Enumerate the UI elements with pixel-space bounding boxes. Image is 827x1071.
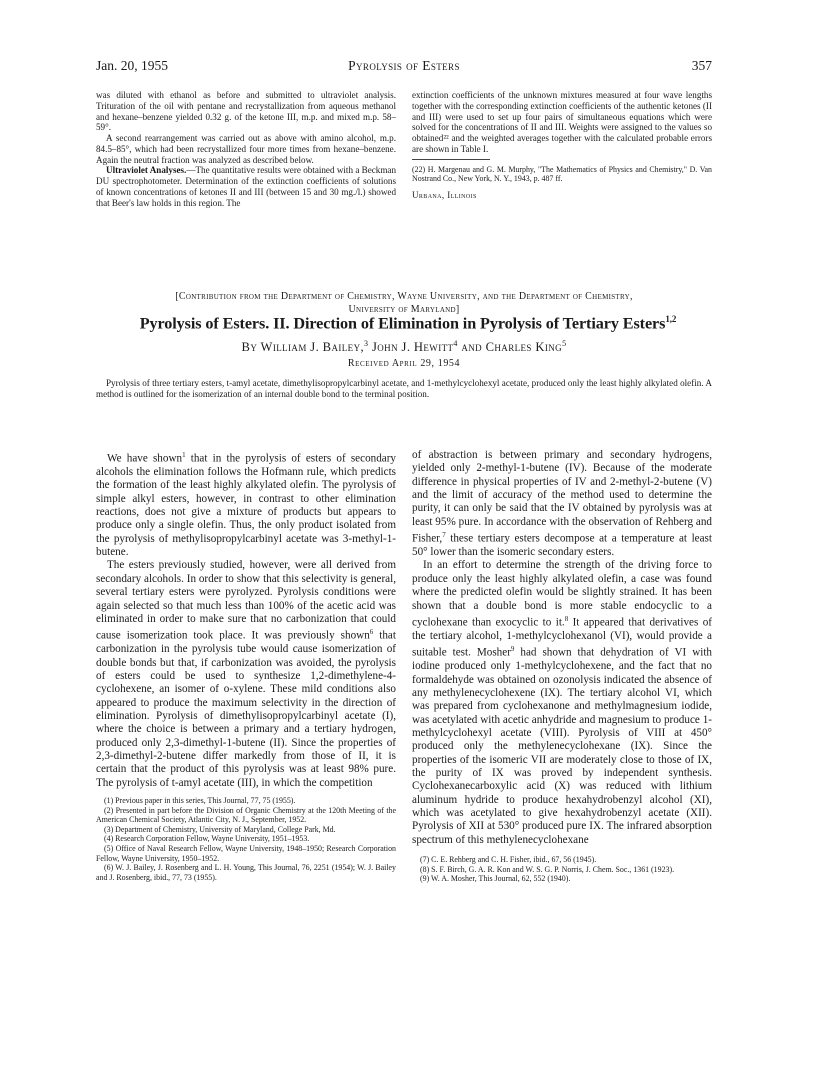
author-footnote-mark: 4 bbox=[453, 339, 458, 348]
run-in-heading: Ultraviolet Analyses. bbox=[106, 165, 187, 176]
footnote-2: (2) Presented in part before the Division of Organic Chemistry at the 120th Meeting of the American Chemical Society, Atlantic City, N. J., September, 1952. bbox=[96, 805, 396, 825]
paragraph-text: In an effort to determine the strength of the driving force to produce only the least highly alkylated olefin, a case was found where the predicted olefin would be slightly strained. It has been shown that a double bond is more stable endocyclic to a cyclohexane than exocyclic to it. bbox=[412, 559, 712, 629]
paragraph-text: that in the pyrolysis of esters of secondary alcohols the elimination follows the Hofmann rule, which predicts the formation of the least highly alkylated olefin. The pyrolysis of simple alkyl esters, however, in contrast to other elimination reactions, does not give a mixture of products but appears to produce only a single olefin. Thus, the only product isolated from the pyrolysis of methylisopropylcarbinyl acetate was 3-methyl-1-butene. bbox=[96, 452, 397, 559]
paragraph-text: It appeared that derivatives of the tertiary alcohol, 1-methylcyclohexanol (VI), would provide a suitable test. Mosher bbox=[412, 616, 712, 659]
footnote-4: (4) Research Corporation Fellow, Wayne University, 1951–1953. bbox=[104, 834, 310, 844]
footnote-6: (6) W. J. Bailey, J. Rosenberg and L. H. Young, This Journal, 76, 2251 (1954); W. J. Bailey and J. Rosenberg, ibid., 77, 73 (1955). bbox=[96, 863, 396, 882]
reference-mark: 1 bbox=[182, 451, 186, 459]
page-number: 357 bbox=[691, 58, 712, 73]
author-line bbox=[96, 339, 712, 355]
footnote-22: (22) H. Margenau and G. M. Murphy, "The Mathematics of Physics and Chemistry," D. Van Nostrand Co., New York, N. Y., 1943, p. 487 ff. bbox=[412, 164, 712, 184]
paragraph-text: We have shown bbox=[107, 452, 183, 465]
body-left-column bbox=[96, 449, 396, 882]
paragraph: A second rearrangement was carried out as above with amino alcohol, m.p. 84.5–85°, which had been recrystallized four more times from hexane–benzene. Again the neutral fraction was analyzed as described below. bbox=[96, 133, 396, 165]
affiliation-place: Urbana, Illinois bbox=[412, 189, 477, 200]
reference-mark: 6 bbox=[369, 628, 374, 637]
authors-by: By bbox=[241, 340, 261, 355]
author-name: William J. Bailey, bbox=[260, 340, 365, 355]
footnote-8: (8) S. F. Birch, G. A. R. Kon and W. S. G. P. Norris, J. Chem. Soc., 1361 (1923). bbox=[420, 864, 675, 874]
reference-mark: 9 bbox=[510, 645, 515, 654]
body-right-column bbox=[412, 449, 712, 884]
paragraph-text: had shown that dehydration of VI with iodine produced only 1-methylcyclohexene, and the fact that no formaldehyde was obtained on ozonolysis indicated the absence of any methylenecyclohexene (IX). The tertiary alcohol VI, which was prepared from cyclohexanone and methylmagnesium iodide, was acetylated with acetic anhydride and magnesium to produce 1-methylcyclohexyl acetate (VIII). Pyrolysis of VIII at 450° produced only the methylenecyclohexane (IX). Since the properties of the isomeric VII are moderately close to those of IX, the purity of IX was proved by independent synthesis. Cyclohexanecarboxylic acid (X) was reduced with lithium aluminum hydride to produce hexahydrobenzyl alcohol (XI), which was acetylated to give hexahydrobenzyl acetate (XII). Pyrolysis of XII at 530° produced pure IX. The infrared absorption spectrum of this methylenecyclohexane bbox=[412, 646, 712, 846]
title-footnote-marks: 1,2 bbox=[665, 314, 677, 324]
paragraph bbox=[412, 559, 712, 847]
footnote-1: (1) Previous paper in this series, This Journal, 77, 75 (1955). bbox=[104, 796, 296, 806]
previous-article-left-column bbox=[96, 90, 396, 208]
paragraph: extinction coefficients of the unknown mixtures measured at four wave lengths together with the corresponding extinction coefficients of the authentic ketones (II and III) were used to set up four pairs of simultaneous equations which were solved for the concentrations of II and III. Weights were assigned to the values so obtained²² and the weighted averages together with the calculated probable errors are shown in Table I. bbox=[412, 90, 712, 154]
author-footnote-mark: 5 bbox=[562, 339, 567, 348]
paragraph-text: that carbonization in the pyrolysis tube would cause isomerization of double bonds but that, if carbonization was avoided, the pyrolysis of esters could be used to synthesize 1,2-dimethylene-4-cyclohexene, an isomer of o-xylene. These mild conditions also appeared to produce the maximum selectivity in the direction of elimination. Pyrolysis of dimethylisopropylcarbinyl acetate (I), where the choice is between a primary and a tertiary hydrogen, produced only 2,3-dimethyl-1-butene (II). Since the properties of 2,3-dimethyl-2-butene differ markedly from those of II, it is certain that the product of this pyrolysis was at least 98% pure. The pyrolysis of t-amyl acetate (III), in which the competition bbox=[96, 629, 396, 789]
running-header bbox=[96, 58, 712, 76]
footnote-5: (5) Office of Naval Research Fellow, Wayne University, 1948–1950; Research Corporation Fellow, Wayne University, 1950–1952. bbox=[96, 844, 396, 863]
author-name: Charles King bbox=[485, 340, 563, 355]
paragraph bbox=[96, 449, 396, 559]
author-name: John J. Hewitt bbox=[368, 340, 454, 355]
contribution-line-1: [Contribution from the Department of Chemistry, Wayne University, and the Department of Chemistry, bbox=[175, 291, 633, 302]
footnotes bbox=[96, 796, 396, 882]
paragraph bbox=[412, 449, 712, 559]
article-title bbox=[96, 314, 720, 333]
article-title-text: Pyrolysis of Esters. II. Direction of Elimination in Pyrolysis of Tertiary Esters bbox=[139, 314, 666, 333]
paragraph bbox=[96, 559, 396, 790]
paragraph bbox=[96, 165, 396, 208]
received-date: Received April 29, 1954 bbox=[347, 358, 461, 369]
paragraph-text: —The quantitative results were obtained with a Beckman DU spectrophotometer. Determination of the extinction coefficients of solutions of known concentrations of ketones II and III (between 15 and 30 mg./l.) showed that Beer's law holds in this region. The bbox=[96, 165, 397, 208]
authors-and: and bbox=[457, 340, 486, 355]
contribution-line-2: University of Maryland] bbox=[348, 303, 460, 315]
reference-mark: 7 bbox=[442, 531, 446, 540]
previous-article-right-column bbox=[412, 90, 712, 200]
reference-mark: 8 bbox=[564, 614, 569, 623]
header-journal-section: Pyrolysis of Esters bbox=[348, 58, 460, 73]
footnote-3: (3) Department of Chemistry, University of Maryland, College Park, Md. bbox=[104, 824, 336, 834]
author-footnote-mark: 3 bbox=[364, 339, 369, 348]
header-date: Jan. 20, 1955 bbox=[96, 58, 168, 73]
paragraph: was diluted with ethanol as before and submitted to ultraviolet analysis. Trituration of the oil with pentane and recrystallization from aqueous methanol and hexane–benzene yielded 0.32 g. of the ketone III, m.p. and mixed m.p. 58–59°. bbox=[96, 90, 396, 133]
footnote-divider bbox=[412, 159, 490, 160]
footnote-9: (9) W. A. Mosher, This Journal, 62, 552 (1940). bbox=[420, 874, 571, 884]
paragraph-text: of abstraction is between primary and secondary hydrogens, yielded only 2-methyl-1-butene (IV). Because of the moderate difference in physical properties of IV and 2-methyl-2-butene (V) and the limit of accuracy of the method used to determine the purity, it can only be said that the IV obtained by pyrolysis was at least 95% pure. In accordance with the observation of Rehberg and Fisher, bbox=[412, 449, 712, 545]
footnote-7: (7) C. E. Rehberg and C. H. Fisher, ibid., 67, 56 (1945). bbox=[420, 855, 597, 865]
contribution-note bbox=[96, 291, 712, 316]
paragraph-text: The esters previously studied, however, were all derived from secondary alcohols. In order to show that this selectivity is general, several tertiary esters were pyrolyzed. Pyrolysis conditions were again selected so that much less than 100% of the acetic acid was eliminated in order to make sure that no carbonization that could cause isomerization took place. It was previously shown bbox=[96, 559, 396, 642]
abstract: Pyrolysis of three tertiary esters, t-amyl acetate, dimethylisopropylcarbinyl acetate, and 1-methylcyclohexyl acetate, produced only the least highly alkylated olefin. A method is outlined for the isomerization of an internal double bond to the terminal position. bbox=[96, 378, 712, 399]
paragraph-text: these tertiary esters decompose at a temperature at least 50° lower than the isomeric secondary esters. bbox=[412, 532, 712, 559]
footnotes bbox=[412, 855, 712, 884]
